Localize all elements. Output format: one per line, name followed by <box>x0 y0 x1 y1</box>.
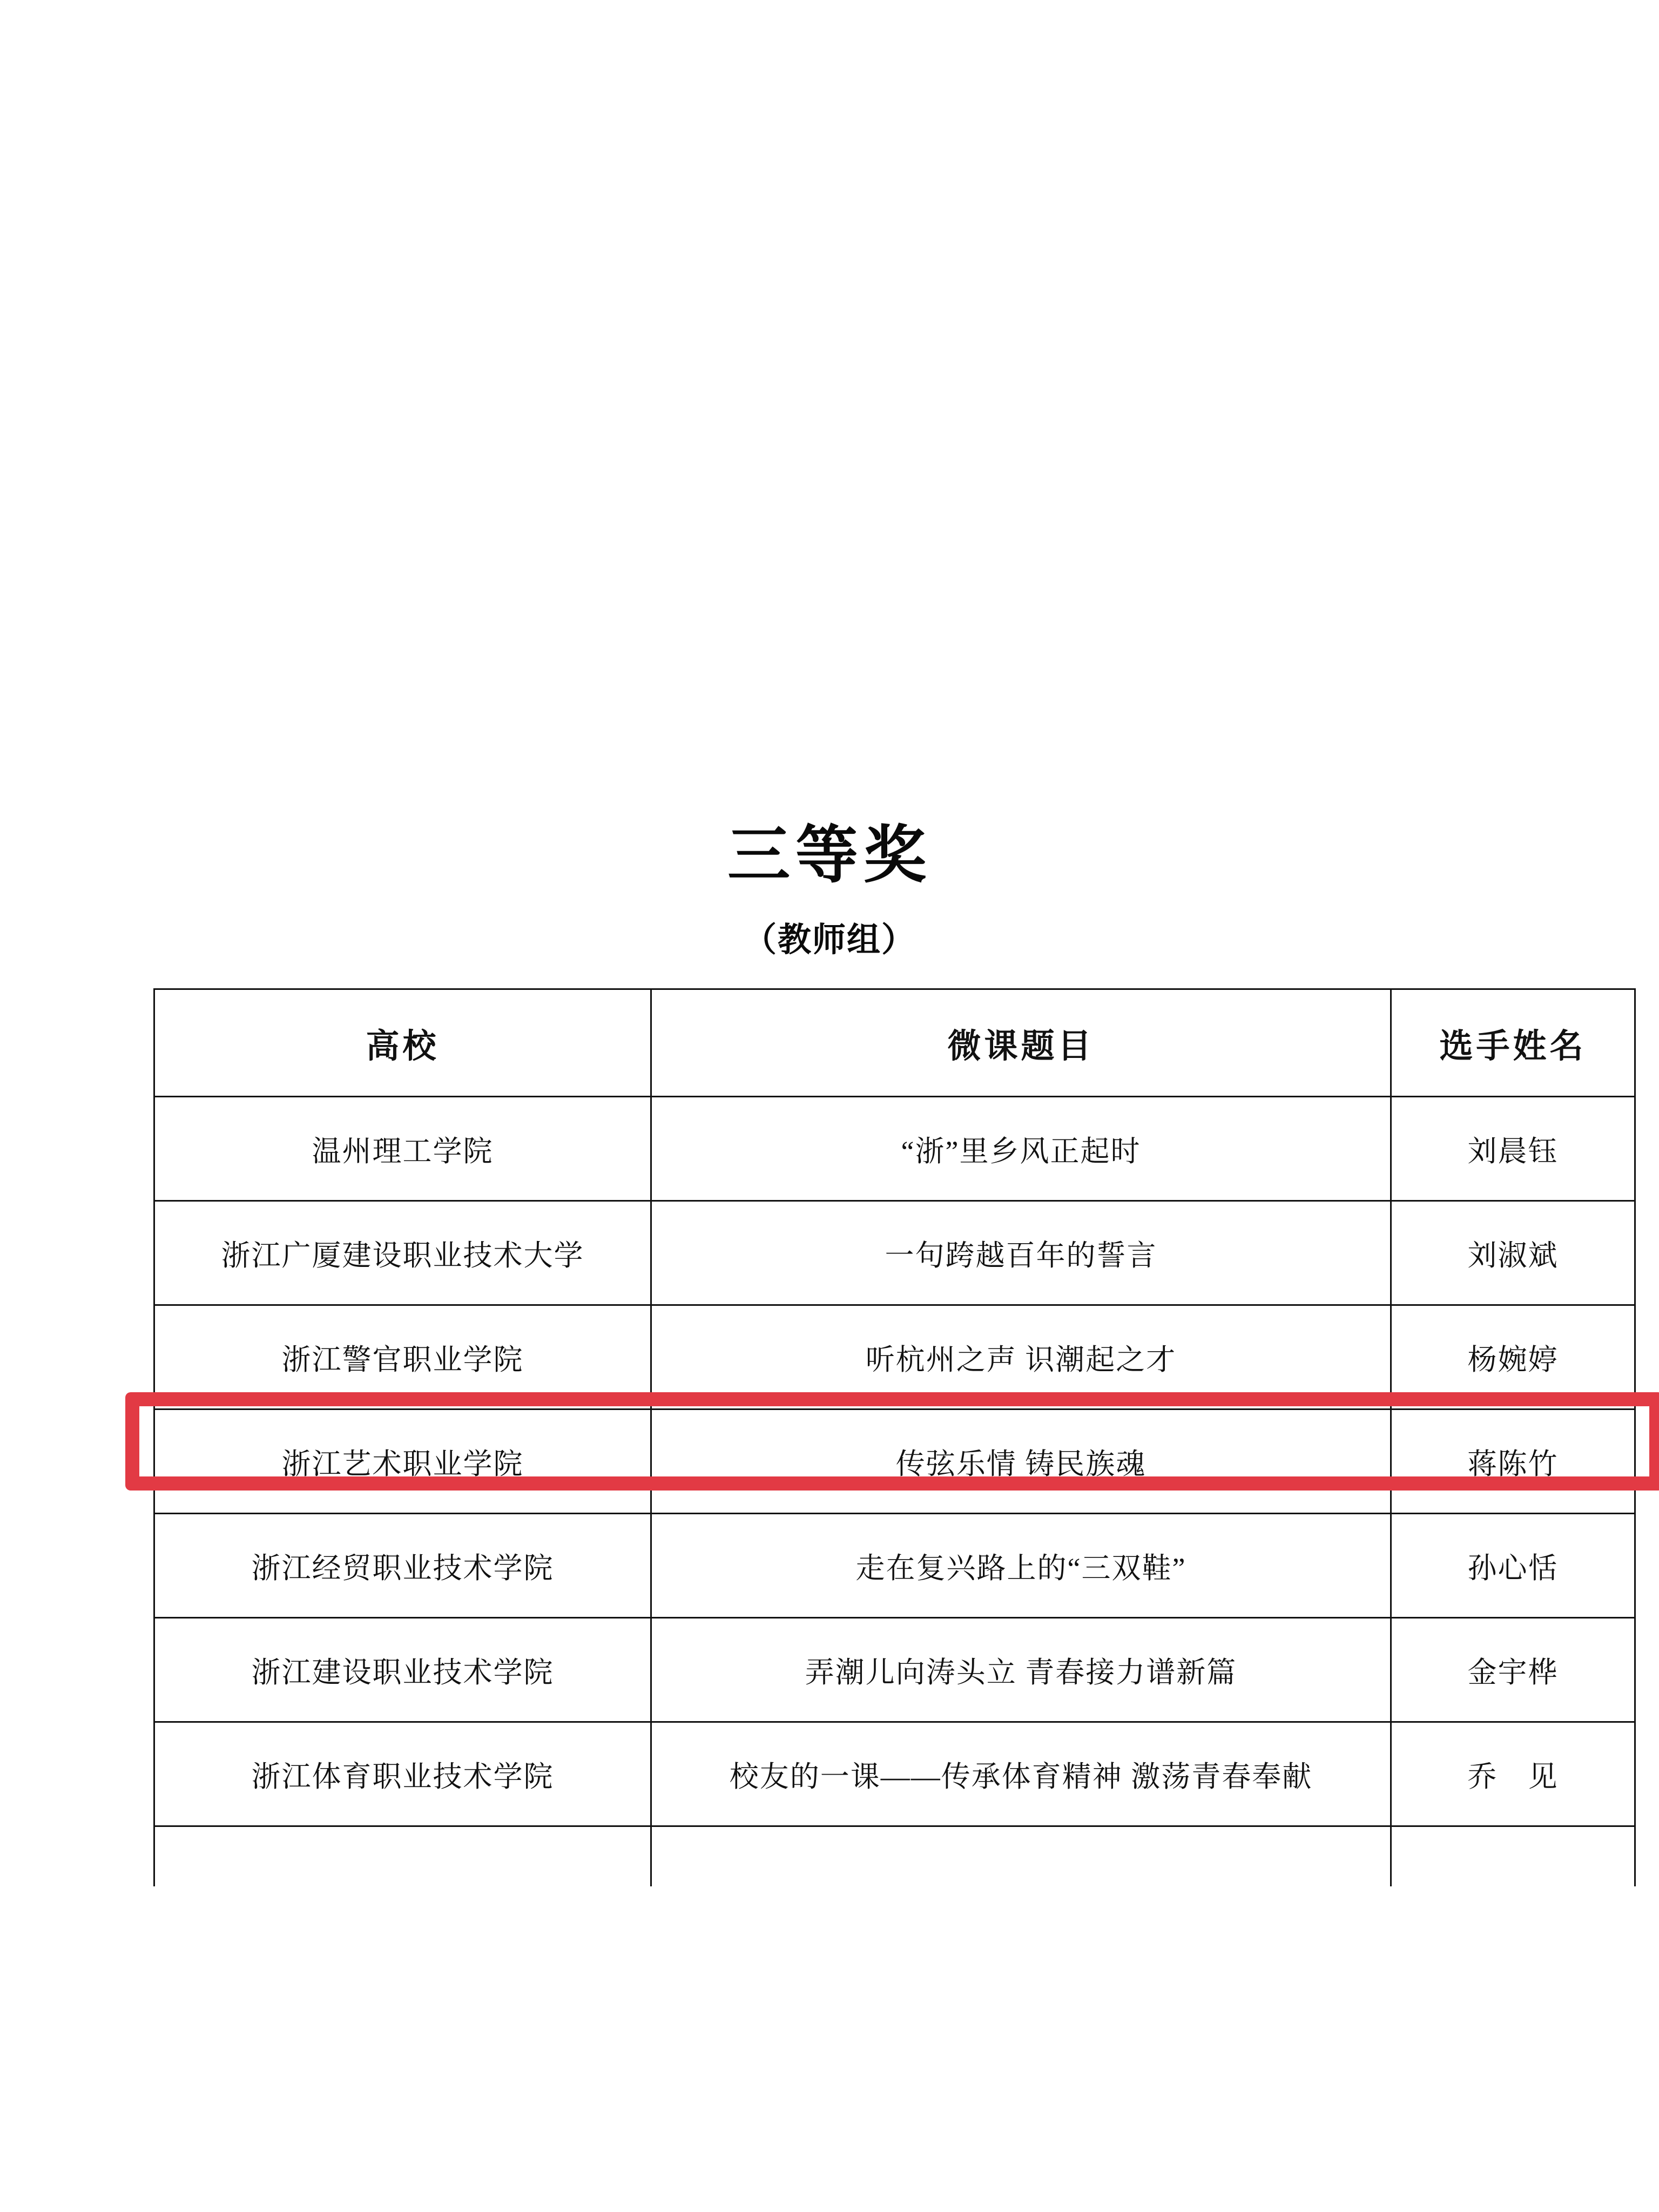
table-row-highlighted <box>154 1410 1635 1514</box>
award-table <box>153 988 1636 1886</box>
cell-name: 乔 见 <box>1391 1722 1635 1826</box>
table-row <box>154 1305 1635 1410</box>
cell-topic: “浙”里乡风正起时 <box>651 1097 1391 1201</box>
cell-name: 孙心恬 <box>1391 1514 1635 1618</box>
table-header-row <box>154 989 1635 1097</box>
cell-topic: 一句跨越百年的誓言 <box>651 1201 1391 1305</box>
page-subtitle: （教师组） <box>743 922 916 959</box>
cell-school: 浙江广厦建设职业技术大学 <box>154 1201 651 1305</box>
cell-name: 金宇桦 <box>1391 1618 1635 1722</box>
cell-topic: 弄潮儿向涛头立 青春接力谱新篇 <box>651 1618 1391 1722</box>
table-row-partial <box>154 1826 1635 1887</box>
cell-name: 刘晨钰 <box>1391 1097 1635 1201</box>
page-title: 三等奖 <box>727 821 932 891</box>
cell-topic: 校友的一课——传承体育精神 激荡青春奉献 <box>651 1722 1391 1826</box>
cell-topic: 听杭州之声 识潮起之才 <box>651 1305 1391 1410</box>
table-row <box>154 1201 1635 1305</box>
cell-topic-empty <box>651 1826 1391 1887</box>
cell-name: 刘淑斌 <box>1391 1201 1635 1305</box>
table-row <box>154 1722 1635 1826</box>
award-table-container <box>153 988 1634 1886</box>
cell-school: 浙江艺术职业学院 <box>154 1410 651 1514</box>
cell-school: 浙江体育职业技术学院 <box>154 1722 651 1826</box>
table-row <box>154 1097 1635 1201</box>
cell-topic: 走在复兴路上的“三双鞋” <box>651 1514 1391 1618</box>
column-header-topic: 微课题目 <box>651 989 1391 1097</box>
cell-school: 浙江建设职业技术学院 <box>154 1618 651 1722</box>
cell-name: 杨婉婷 <box>1391 1305 1635 1410</box>
column-header-school: 高校 <box>154 989 651 1097</box>
cell-name-empty <box>1391 1826 1635 1887</box>
cell-school: 浙江警官职业学院 <box>154 1305 651 1410</box>
cell-school-empty <box>154 1826 651 1887</box>
cell-school: 温州理工学院 <box>154 1097 651 1201</box>
column-header-name: 选手姓名 <box>1391 989 1635 1097</box>
cell-topic: 传弦乐情 铸民族魂 <box>651 1410 1391 1514</box>
cell-school: 浙江经贸职业技术学院 <box>154 1514 651 1618</box>
cell-name: 蒋陈竹 <box>1391 1410 1635 1514</box>
table-row <box>154 1618 1635 1722</box>
table-row <box>154 1514 1635 1618</box>
